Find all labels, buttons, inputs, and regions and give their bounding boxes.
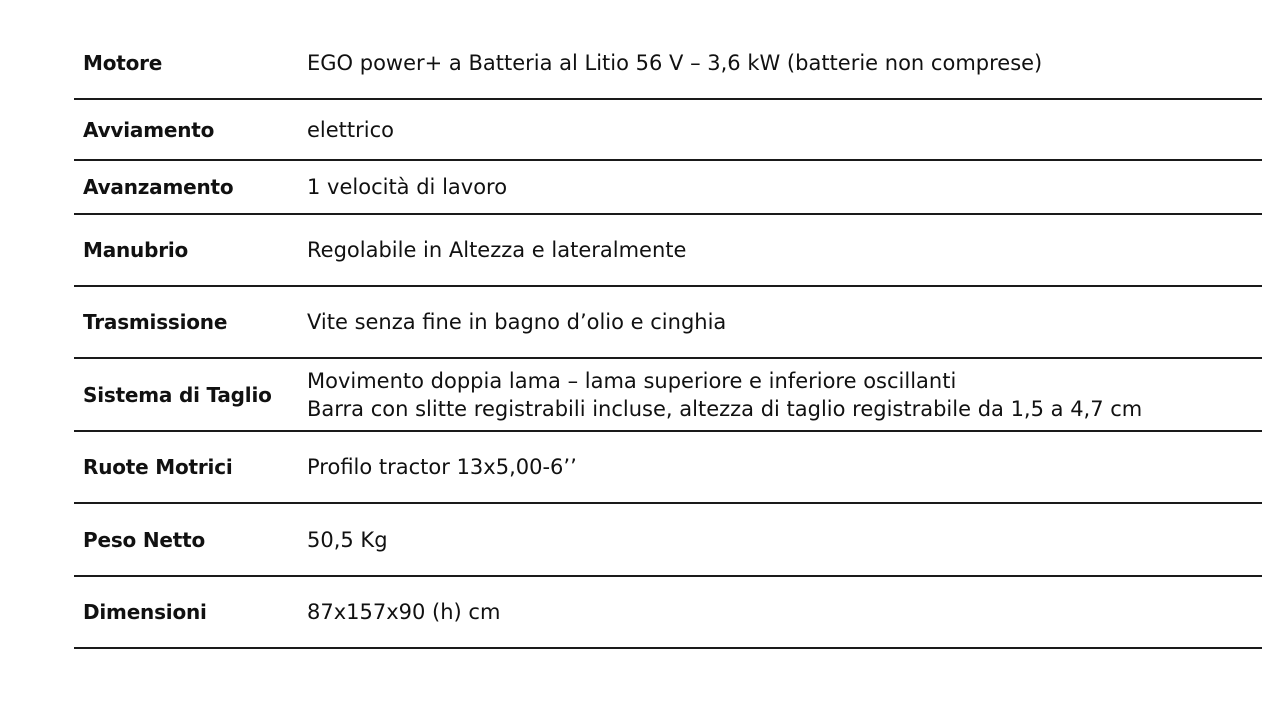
spec-value-line: Movimento doppia lama – lama superiore e inferiore oscillanti xyxy=(307,368,957,393)
spec-value-line: elettrico xyxy=(307,117,395,142)
spec-row-avviamento xyxy=(74,100,1262,161)
spec-value xyxy=(307,116,1262,144)
spec-value-line: Profilo tractor 13x5,00-6’’ xyxy=(307,455,577,479)
spec-value-line: Vite senza fine in bagno d’olio e cinghia xyxy=(307,310,727,334)
spec-value xyxy=(307,367,1262,423)
spec-value-line: 87x157x90 (h) cm xyxy=(307,600,501,624)
spec-row-trasmissione xyxy=(74,287,1262,359)
spec-value xyxy=(307,173,1262,201)
spec-label: Motore xyxy=(83,51,163,75)
spec-row-dimensioni xyxy=(74,577,1262,649)
spec-label: Peso Netto xyxy=(83,527,205,552)
spec-value xyxy=(307,308,1262,336)
spec-value-line: Regolabile in Altezza e lateralmente xyxy=(307,238,687,262)
spec-value xyxy=(307,49,1262,77)
spec-value-line: EGO power+ a Batteria al Litio 56 V – 3,6 kW (batterie non comprese) xyxy=(307,51,1043,75)
spec-value xyxy=(307,598,1262,626)
spec-label: Trasmissione xyxy=(83,310,228,334)
spec-value xyxy=(307,526,1262,554)
spec-value-line: 50,5 Kg xyxy=(307,527,388,552)
spec-value xyxy=(307,236,1262,264)
spec-value xyxy=(307,453,1262,481)
spec-label: Avviamento xyxy=(83,117,215,142)
spec-row-peso-netto xyxy=(74,504,1262,577)
spec-row-manubrio xyxy=(74,215,1262,287)
spec-label: Ruote Motrici xyxy=(83,455,233,479)
spec-label: Sistema di Taglio xyxy=(83,382,272,407)
spec-row-motore xyxy=(74,28,1262,100)
spec-value-line: 1 velocità di lavoro xyxy=(307,175,508,199)
spec-label: Manubrio xyxy=(83,238,189,262)
spec-label: Dimensioni xyxy=(83,600,207,624)
spec-row-ruote-motrici xyxy=(74,432,1262,504)
spec-label: Avanzamento xyxy=(83,175,234,199)
spec-row-sistema-di-taglio xyxy=(74,359,1262,432)
spec-table xyxy=(74,28,1262,649)
spec-row-avanzamento xyxy=(74,161,1262,215)
spec-value-line: Barra con slitte registrabili incluse, altezza di taglio registrabile da 1,5 a 4,7 cm xyxy=(307,396,1143,421)
